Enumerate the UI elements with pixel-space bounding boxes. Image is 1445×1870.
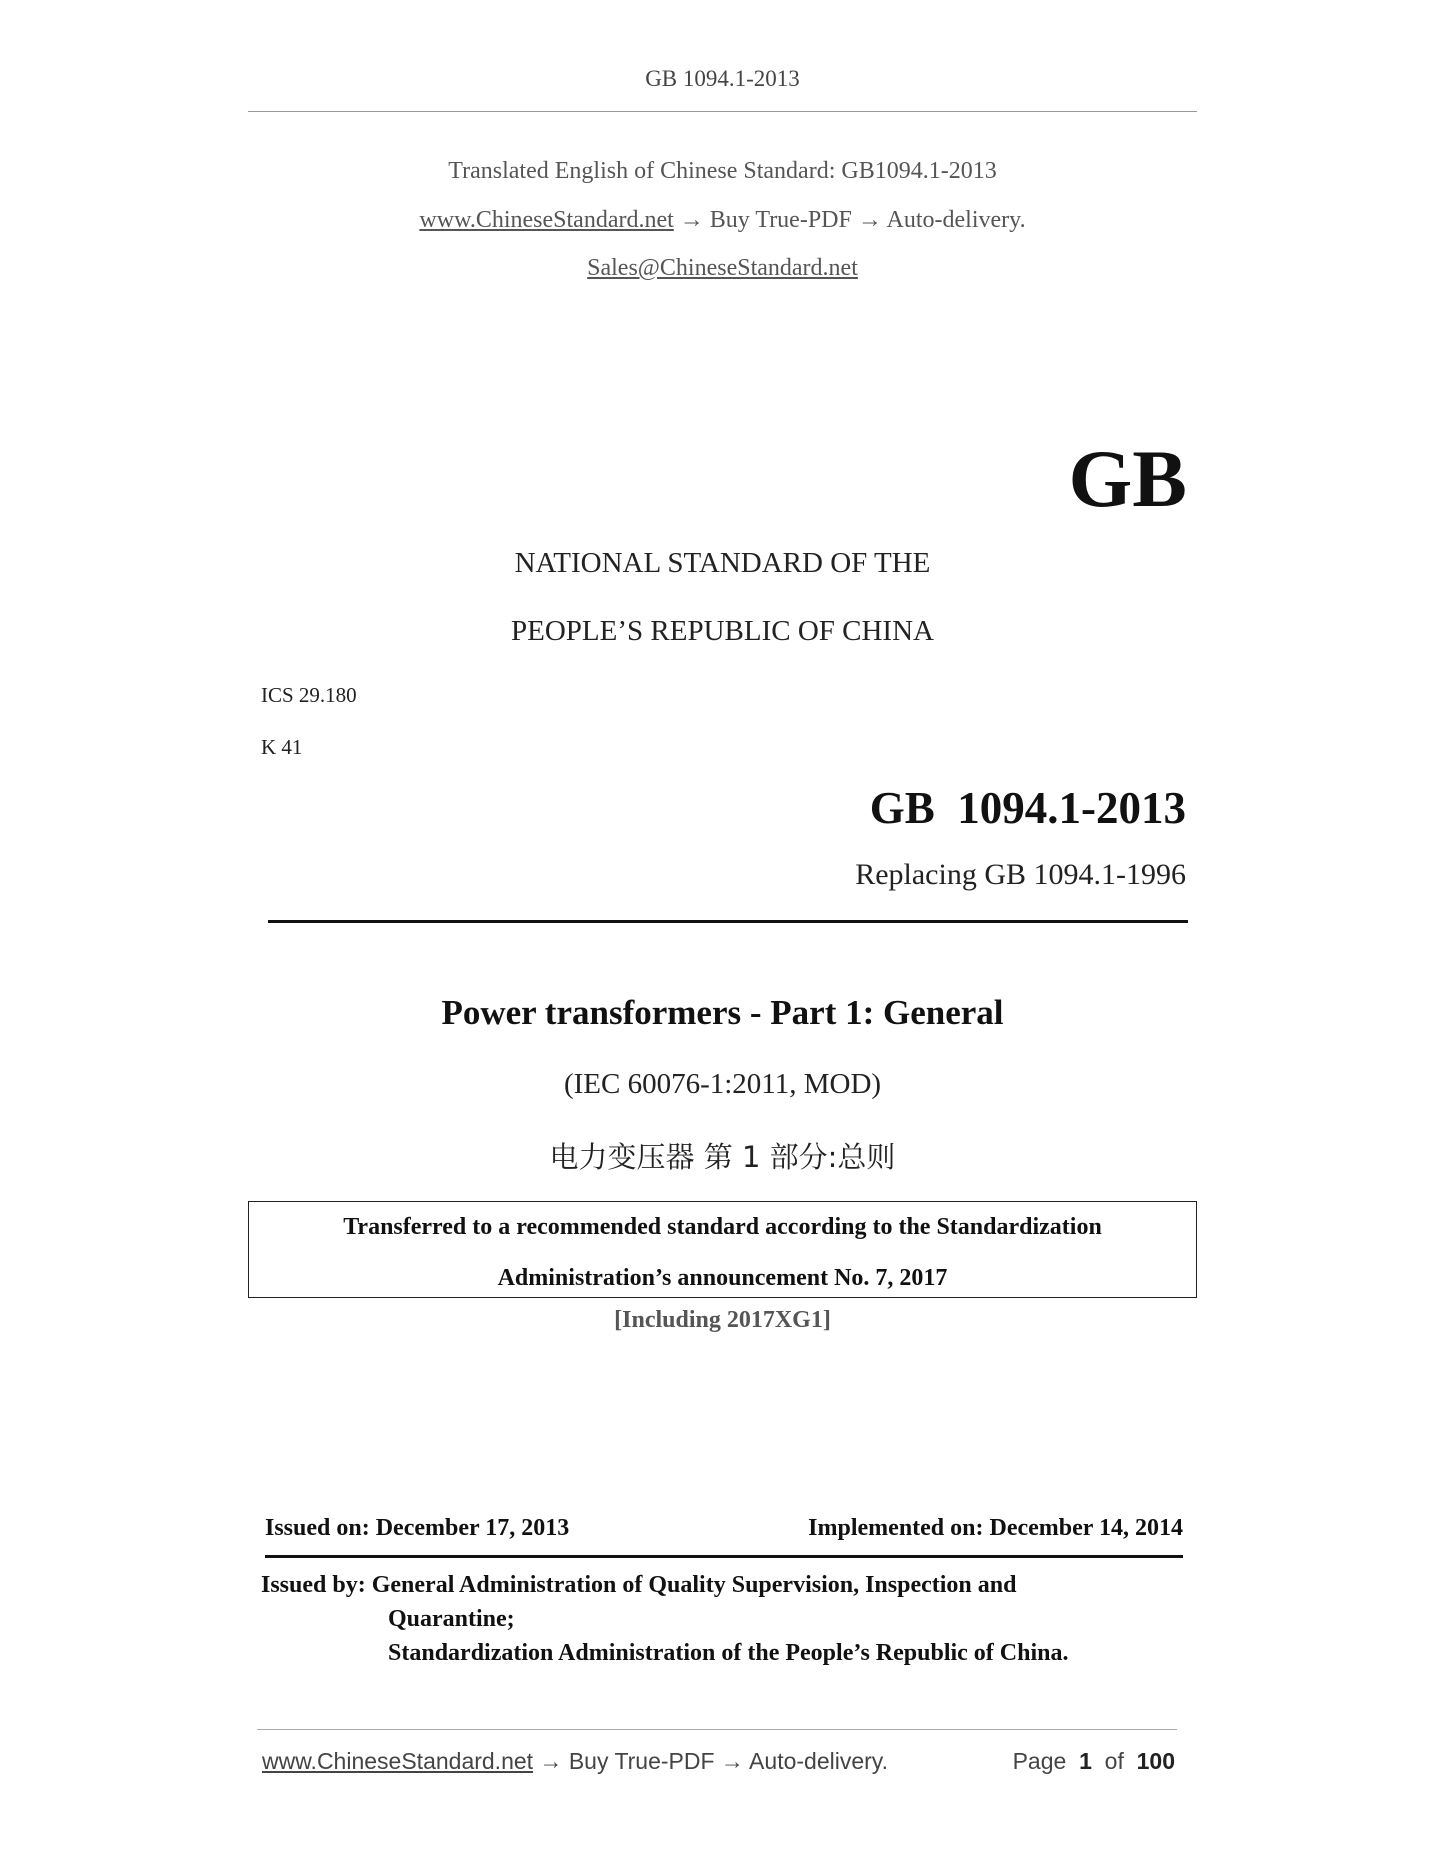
issued-by-line-1: General Administration of Quality Supervision, Inspection and bbox=[371, 1572, 1017, 1598]
ccs-code: K 41 bbox=[261, 735, 303, 759]
buy-line bbox=[0, 207, 1445, 234]
issued-by-label: Issued by: bbox=[261, 1572, 372, 1598]
page-current: 1 bbox=[1079, 1748, 1092, 1774]
sales-email-link[interactable]: Sales@ChineseStandard.net bbox=[587, 255, 858, 281]
national-standard-line-2: PEOPLE’S REPUBLIC OF CHINA bbox=[511, 615, 934, 647]
implemented-on-date: Implemented on: December 14, 2014 bbox=[808, 1515, 1183, 1541]
translated-line: Translated English of Chinese Standard: GB1094.1-2013 bbox=[448, 158, 997, 184]
page-total: 100 bbox=[1136, 1748, 1175, 1774]
including-note: [Including 2017XG1] bbox=[614, 1307, 831, 1333]
issued-by-line-2: Quarantine; bbox=[388, 1606, 515, 1632]
notice-line-1: Transferred to a recommended standard according to the Standardization bbox=[343, 1214, 1102, 1240]
gb-logo: GB bbox=[1068, 433, 1187, 524]
title-english: Power transformers - Part 1: General bbox=[441, 993, 1004, 1032]
site-link[interactable]: www.ChineseStandard.net bbox=[419, 207, 674, 233]
title-rule bbox=[268, 920, 1188, 923]
ics-code: ICS 29.180 bbox=[261, 683, 357, 707]
header-rule bbox=[248, 111, 1197, 112]
transfer-notice-box bbox=[248, 1201, 1197, 1298]
issued-on-date: Issued on: December 17, 2013 bbox=[265, 1515, 570, 1541]
title-chinese: 电力变压器 第 1 部分:总则 bbox=[549, 1140, 896, 1174]
national-standard-line-1: NATIONAL STANDARD OF THE bbox=[514, 547, 931, 579]
running-header: GB 1094.1-2013 bbox=[645, 66, 800, 91]
footer-buy-text: → Buy True-PDF → Auto-delivery. bbox=[533, 1748, 888, 1774]
standard-number: GB 1094.1-2013 bbox=[869, 783, 1186, 833]
page-indicator bbox=[1013, 1748, 1175, 1775]
replacing-note: Replacing GB 1094.1-1996 bbox=[855, 858, 1186, 891]
buy-text: → Buy True-PDF → Auto-delivery. bbox=[673, 207, 1026, 233]
footer-buy-line bbox=[262, 1748, 888, 1775]
footer-site-link[interactable]: www.ChineseStandard.net bbox=[262, 1748, 534, 1774]
footer-rule bbox=[257, 1729, 1177, 1730]
iec-reference: (IEC 60076-1:2011, MOD) bbox=[563, 1068, 882, 1100]
notice-line-2: Administration’s announcement No. 7, 2017 bbox=[497, 1265, 948, 1291]
of-label: of bbox=[1104, 1748, 1124, 1774]
issued-by-line-3: Standardization Administration of the People’s Republic of China. bbox=[388, 1640, 1069, 1666]
issued-by bbox=[261, 1568, 1221, 1670]
page-label: Page bbox=[1012, 1748, 1067, 1774]
dates-rule bbox=[265, 1555, 1183, 1558]
sales-line bbox=[0, 255, 1445, 282]
